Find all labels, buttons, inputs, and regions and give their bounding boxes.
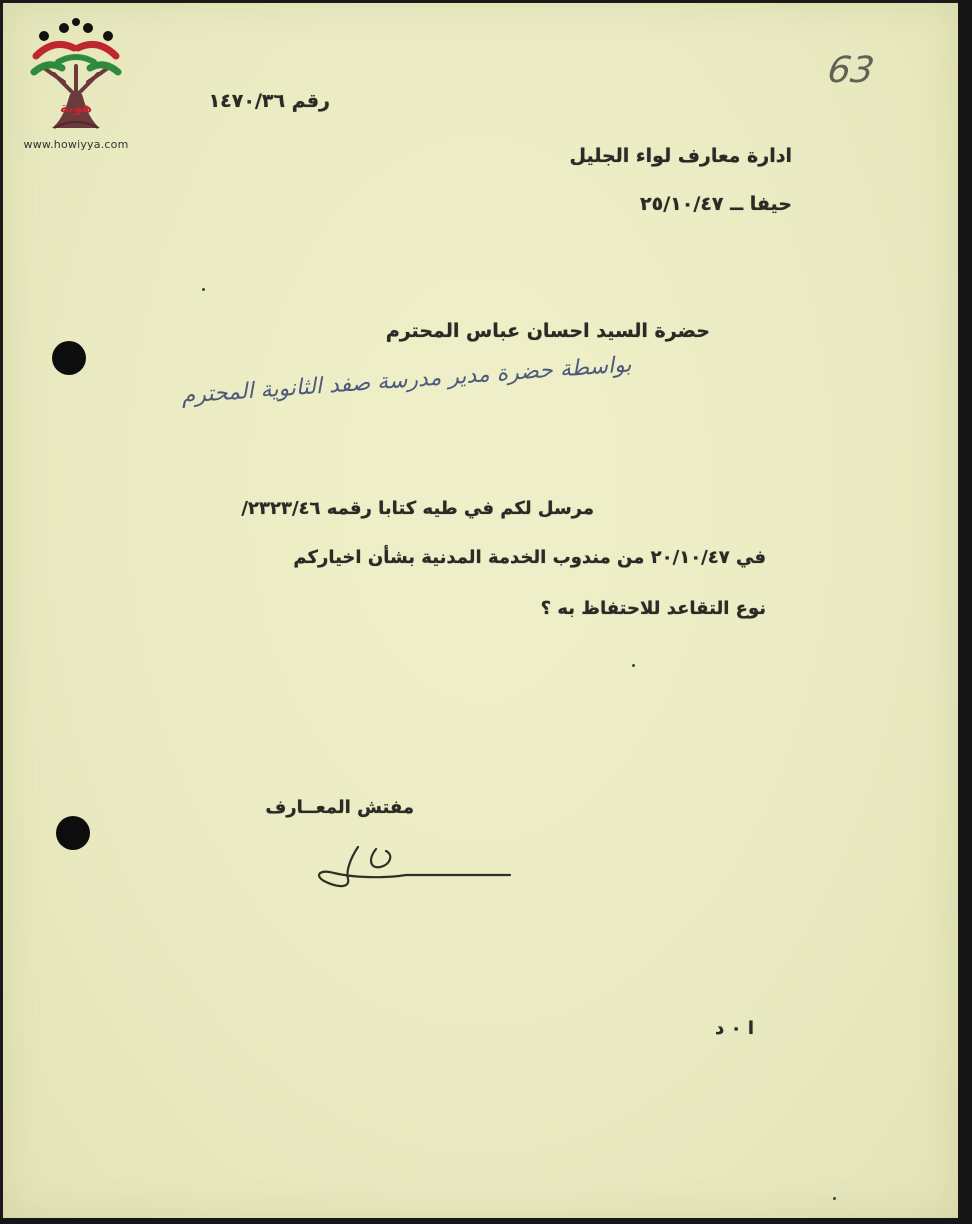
paper-sheet [3,3,958,1218]
typist-initials: ا ٠ د [715,1018,754,1039]
addressee-line: حضرة السيد احسان عباس المحترم [385,320,710,342]
punch-hole-upper [52,341,86,375]
page-number: 63 [825,50,877,91]
body-line-2: في ٢٠/١٠/٤٧ من مندوب الخدمة المدنية بشأن اخياركم [293,547,766,568]
paper-speck [833,1197,836,1200]
scan-border-right [958,0,972,1224]
scan-border-bottom [0,1218,972,1224]
punch-hole-lower [56,816,90,850]
howiyya-logo [14,16,138,154]
paper-speck [632,664,635,667]
place-and-date: حيفا ــ ٢٥/١٠/٤٧ [640,193,792,215]
signer-title: مفتش المعــارف [265,797,414,818]
department-heading: ادارة معارف لواء الجليل [569,145,792,167]
reference-number: رقم ١٤٧٠/٣٦ [208,90,330,112]
handwritten-note: بواسطة حضرة مدير مدرسة صفد الثانوية المحترم [180,352,633,409]
handwritten-signature [310,835,520,895]
body-line-1: مرسل لكم في طيه كتابا رقمه ٢٣٢٣/٤٦/ [241,498,594,519]
body-line-3: نوع التقاعد للاحتفاظ به ؟ [540,598,766,619]
logo-url: www.howiyya.com [23,138,129,151]
logo-word: هوية [59,100,93,116]
family-tree-icon [14,16,138,136]
paper-speck [202,288,205,291]
